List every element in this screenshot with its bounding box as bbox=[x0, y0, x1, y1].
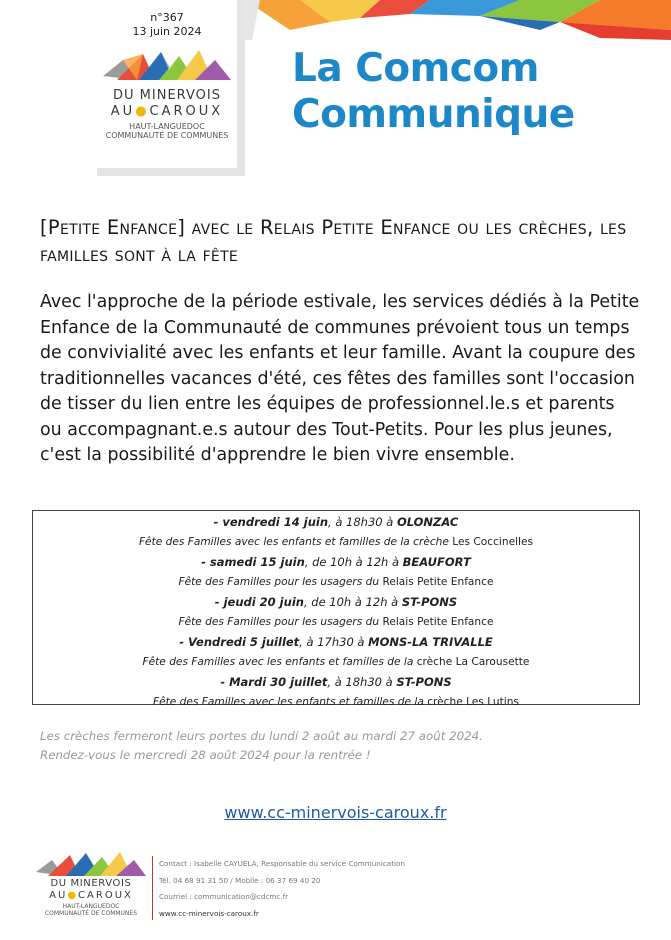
event-item: - Vendredi 5 juillet, à 17h30 à MONS-LA TRIVALLE Fête des Familles avec les enfants et familles de la crèche La Carousette bbox=[142, 635, 530, 668]
footer-divider bbox=[152, 856, 153, 920]
event-item: - jeudi 20 juin, de 10h à 12h à ST-PONS Fête des Familles pour les usagers du Relais Petite Enfance bbox=[178, 595, 494, 628]
issue-date: 13 juin 2024 bbox=[132, 25, 202, 38]
event-item: - Mardi 30 juillet, à 18h30 à ST-PONS Fête des Familles avec les enfants et familles de la crèche Les Lutins bbox=[153, 675, 519, 708]
article-headline: [Petite Enfance] avec le Relais Petite Enfance ou les crèches, les familles sont à la fête bbox=[40, 216, 627, 266]
article-intro: Avec l'approche de la période estivale, les services dédiés à la Petite Enfance de la Communauté de communes prévoient tous un temps de convivialité avec les enfants et leur famille. Avant la coupure des traditionnelles vacances d'été, ces fêtes des familles sont l'occasion de tisser du lien entre les équipes de professionnel.le.s et parents ou accompagnant.e.s autour des Tout-Petits. Pour les plus jeunes, c'est la possibilité d'apprendre le bien vivre ensemble. bbox=[40, 292, 640, 465]
contact-website[interactable]: www.cc-minervois-caroux.fr bbox=[159, 908, 259, 918]
issue-number: n°367 bbox=[150, 11, 184, 24]
mountain-logo-icon bbox=[103, 50, 231, 86]
closing-note: Les crèches fermeront leurs portes du lundi 2 août au mardi 27 août 2024. Rendez-vous le mercredi 28 août 2024 pour la rentrée ! bbox=[40, 729, 483, 762]
contact-email[interactable]: Courriel : communication@cdcmc.fr bbox=[159, 892, 289, 901]
events-box bbox=[32, 510, 640, 708]
contact-person: Contact : Isabelle CAYUELA, Responsable du service Communication bbox=[159, 859, 405, 868]
logo-dot-icon: ● bbox=[135, 104, 150, 119]
logo-title-line2: AU●CAROUX bbox=[110, 104, 224, 119]
logo-subtitle: HAUT-LANGUEDOC COMMUNAUTÉ DE COMMUNES bbox=[105, 122, 229, 140]
event-item: - vendredi 14 juin, à 18h30 à OLONZAC Fête des Familles avec les enfants et familles de la crèche Les Coccinelles bbox=[138, 515, 534, 548]
mountain-logo-icon bbox=[36, 852, 146, 878]
footer-logo: DU MINERVOIS AU●CAROUX HAUT-LANGUEDOC COMMUNAUTÉ DE COMMUNES bbox=[36, 852, 146, 920]
masthead-title: La Comcom Communique bbox=[292, 46, 575, 137]
event-item: - samedi 15 juin, de 10h à 12h à BEAUFORT Fête des Familles pour les usagers du Relais Petite Enfance bbox=[178, 555, 494, 588]
website-link[interactable]: www.cc-minervois-caroux.fr bbox=[224, 803, 447, 822]
logo-title-line1: DU MINERVOIS bbox=[113, 88, 221, 103]
logo-box bbox=[97, 0, 245, 176]
contact-block bbox=[159, 856, 405, 922]
contact-phone: Tél. 04 68 91 31 50 / Mobile : 06 37 69 40 20 bbox=[159, 875, 321, 885]
